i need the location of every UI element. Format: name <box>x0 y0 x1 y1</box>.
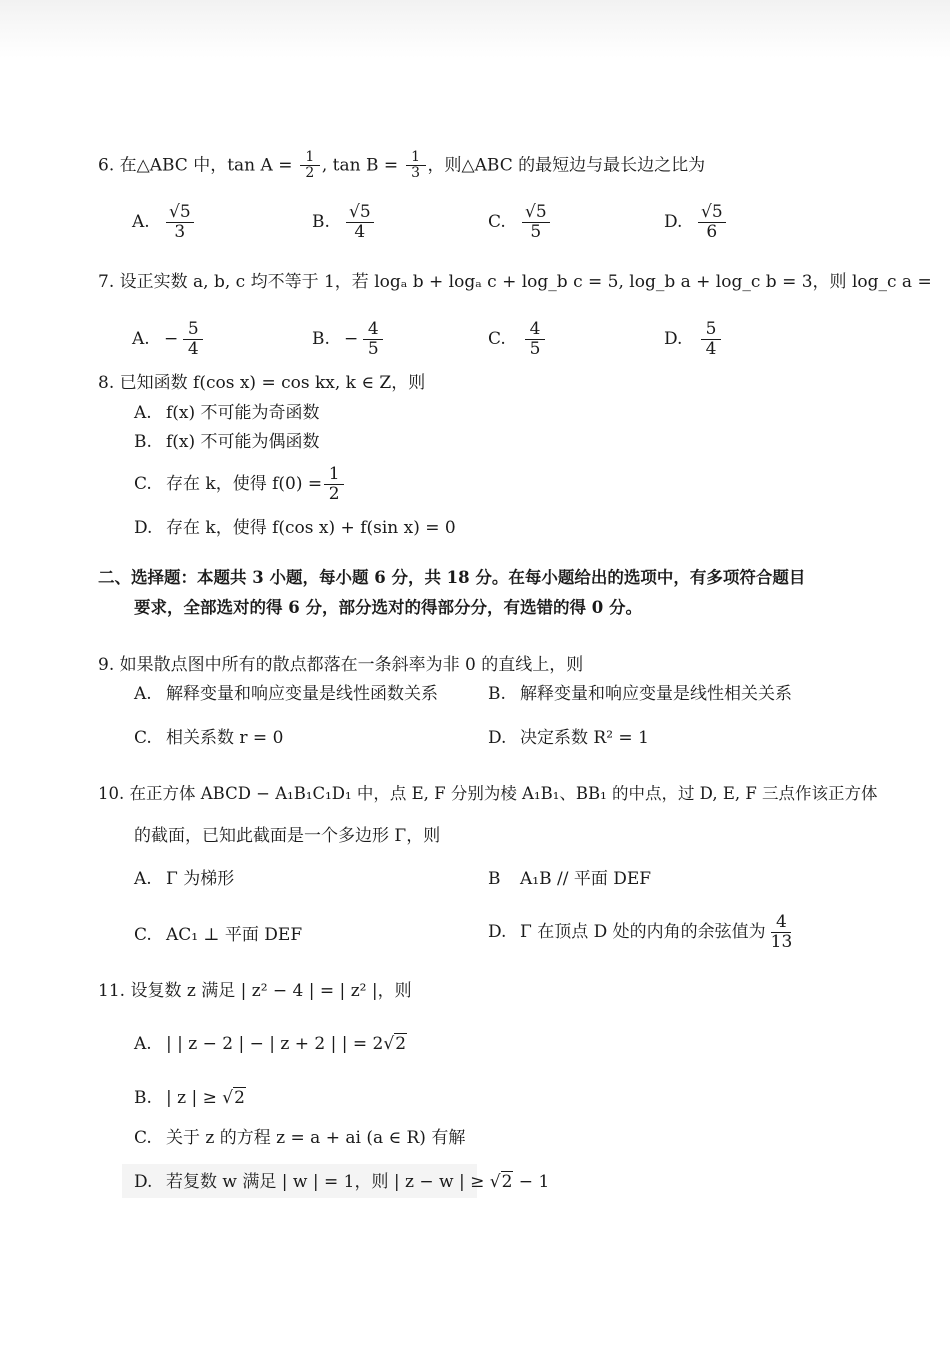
option-text-post: − 1 <box>513 1172 550 1192</box>
q10-option-d[interactable] <box>488 913 797 951</box>
q8-option-d[interactable] <box>134 520 456 537</box>
fraction-num: 5 <box>701 320 721 340</box>
q6-option-b[interactable] <box>312 203 376 241</box>
fraction-den: 6 <box>706 221 718 242</box>
option-text: 解释变量和响应变量是线性函数关系 <box>166 684 438 704</box>
fraction-den: 2 <box>328 483 340 504</box>
fraction-den: 4 <box>354 221 366 242</box>
option-fraction <box>768 913 796 951</box>
fraction-num: 5 <box>183 320 203 340</box>
top-shade <box>0 0 950 58</box>
option-label: D. <box>488 728 507 748</box>
option-label: D. <box>488 921 507 942</box>
question-10-line-2: 的截面，已知此截面是一个多边形 Γ，则 <box>134 826 441 846</box>
option-label: D. <box>664 328 683 349</box>
q8-option-a[interactable] <box>134 405 320 422</box>
option-label: A. <box>132 328 150 349</box>
q6-option-c[interactable] <box>488 203 552 241</box>
q8-option-b[interactable] <box>134 434 320 451</box>
option-fraction <box>525 320 545 358</box>
sqrt-symbol: √2 <box>383 1034 407 1054</box>
q6-stem-post: ，则△ABC 的最短边与最长边之比为 <box>427 155 706 176</box>
q9-option-b[interactable] <box>488 686 792 703</box>
option-fraction <box>701 320 721 358</box>
q10-option-b[interactable] <box>488 871 651 888</box>
q7-option-b[interactable] <box>312 320 385 358</box>
fraction-num: √5 <box>346 203 374 223</box>
q8-option-c[interactable] <box>134 465 346 503</box>
tanA-num: 1 <box>300 150 320 166</box>
option-label: D. <box>134 518 153 538</box>
option-text: 若复数 w 满足 | w | = 1，则 | z − w | ≥ <box>166 1172 490 1192</box>
q6-stem-mid: , tan B = <box>321 155 399 176</box>
option-label: C. <box>488 328 506 349</box>
option-sign: − <box>344 328 359 349</box>
q11-option-b[interactable] <box>134 1090 246 1107</box>
question-11-stem: 11. 设复数 z 满足 | z² − 4 | = | z² |，则 <box>98 981 412 1001</box>
option-fraction <box>698 203 726 241</box>
option-text: 决定系数 R² = 1 <box>520 728 649 748</box>
option-text: Γ 为梯形 <box>166 869 235 889</box>
question-9-stem: 9. 如果散点图中所有的散点都落在一条斜率为非 0 的直线上，则 <box>98 655 584 675</box>
option-label: A. <box>134 869 152 889</box>
option-fraction <box>324 465 344 503</box>
q7-option-d[interactable] <box>664 320 723 358</box>
tanB-num: 1 <box>406 150 426 166</box>
option-label: C. <box>134 1128 152 1148</box>
option-label: A. <box>134 403 152 423</box>
fraction-num: 4 <box>771 913 791 933</box>
tanB-fraction <box>406 150 426 182</box>
option-label: D. <box>664 211 683 232</box>
q6-option-a[interactable] <box>132 203 196 241</box>
option-label: B. <box>134 1088 152 1108</box>
fraction-den: 5 <box>529 338 541 359</box>
fraction-den: 5 <box>367 338 379 359</box>
fraction-den: 4 <box>187 338 199 359</box>
option-label: C. <box>134 728 152 748</box>
option-label: B. <box>312 328 330 349</box>
q10-option-c[interactable] <box>134 927 302 944</box>
q6-option-d[interactable] <box>664 203 728 241</box>
option-fraction <box>183 320 203 358</box>
option-text: 存在 k，使得 f(cos x) + f(sin x) = 0 <box>166 518 456 538</box>
option-label: C. <box>134 925 152 945</box>
q10-option-a[interactable] <box>134 871 234 888</box>
q9-option-d[interactable] <box>488 730 649 747</box>
option-text: f(x) 不可能为偶函数 <box>166 432 320 452</box>
q7-option-c[interactable] <box>488 320 547 358</box>
sqrt-symbol: √2 <box>222 1088 245 1108</box>
q11-option-a[interactable] <box>134 1036 407 1053</box>
tanB-den: 3 <box>411 165 420 182</box>
q6-stem-pre: 6. 在△ABC 中，tan A = <box>98 155 293 176</box>
option-label: B. <box>312 211 330 232</box>
fraction-den: 4 <box>705 338 717 359</box>
option-label: A. <box>134 1034 152 1054</box>
radicand: 2 <box>501 1172 513 1192</box>
question-6-stem <box>98 150 705 182</box>
option-text: A₁B // 平面 DEF <box>520 869 652 889</box>
section-2-line-2: 要求，全部选对的得 6 分，部分选对的得部分分，有选错的得 0 分。 <box>134 598 642 617</box>
q11-option-d[interactable] <box>134 1174 549 1191</box>
option-text: f(x) 不可能为奇函数 <box>166 403 320 423</box>
option-label: D. <box>134 1172 153 1192</box>
q9-option-c[interactable] <box>134 730 283 747</box>
tanA-fraction <box>300 150 320 182</box>
option-fraction <box>346 203 374 241</box>
question-8-stem: 8. 已知函数 f(cos x) = cos kx, k ∈ Z，则 <box>98 373 426 393</box>
section-2-line-1: 二、选择题：本题共 3 小题，每小题 6 分，共 18 分。在每小题给出的选项中，有多项符合题目 <box>98 568 806 587</box>
option-text: 关于 z 的方程 z = a + ai (a ∈ R) 有解 <box>166 1128 466 1148</box>
option-label: A. <box>134 684 152 704</box>
sqrt-symbol: √2 <box>489 1172 513 1192</box>
fraction-num: 4 <box>525 320 545 340</box>
fraction-num: 4 <box>363 320 383 340</box>
option-label: A. <box>132 211 150 232</box>
option-label: B. <box>488 684 506 704</box>
fraction-num: √5 <box>166 203 194 223</box>
option-text: 相关系数 r = 0 <box>166 728 284 748</box>
option-label: B <box>488 869 501 889</box>
option-fraction <box>522 203 550 241</box>
option-label: B. <box>134 432 152 452</box>
option-text: Γ 在顶点 D 处的内角的余弦值为 <box>520 921 766 942</box>
fraction-num: √5 <box>698 203 726 223</box>
fraction-num: 1 <box>324 465 344 485</box>
option-fraction <box>363 320 383 358</box>
q9-option-a[interactable] <box>134 686 438 703</box>
fraction-den: 3 <box>174 221 186 242</box>
option-label: C. <box>134 473 152 494</box>
radicand: 2 <box>395 1034 407 1054</box>
tanA-den: 2 <box>305 165 315 182</box>
question-10-line-1: 10. 在正方体 ABCD − A₁B₁C₁D₁ 中，点 E, F 分别为棱 A₁B₁、BB₁ 的中点，过 D, E, F 三点作该正方体 <box>98 784 878 803</box>
fraction-den: 5 <box>530 221 542 242</box>
option-fraction <box>166 203 194 241</box>
q7-option-a[interactable] <box>132 320 205 358</box>
fraction-num: √5 <box>522 203 550 223</box>
fraction-den: 13 <box>770 931 793 952</box>
option-label: C. <box>488 211 506 232</box>
option-text: | z | ≥ <box>166 1088 223 1108</box>
option-text: 存在 k，使得 f(0) = <box>166 473 323 494</box>
option-text: AC₁ ⊥ 平面 DEF <box>166 925 303 945</box>
q11-option-c[interactable] <box>134 1130 465 1147</box>
option-sign: − <box>164 328 179 349</box>
option-text: | | z − 2 | − | z + 2 | | = 2 <box>166 1034 384 1054</box>
option-text: 解释变量和响应变量是线性相关关系 <box>520 684 792 704</box>
question-7-stem: 7. 设正实数 a, b, c 均不等于 1，若 logₐ b + logₐ c + log_b c = 5, log_b a + log_c b = 3，则 log_c a = <box>98 272 932 292</box>
radicand: 2 <box>234 1088 245 1108</box>
